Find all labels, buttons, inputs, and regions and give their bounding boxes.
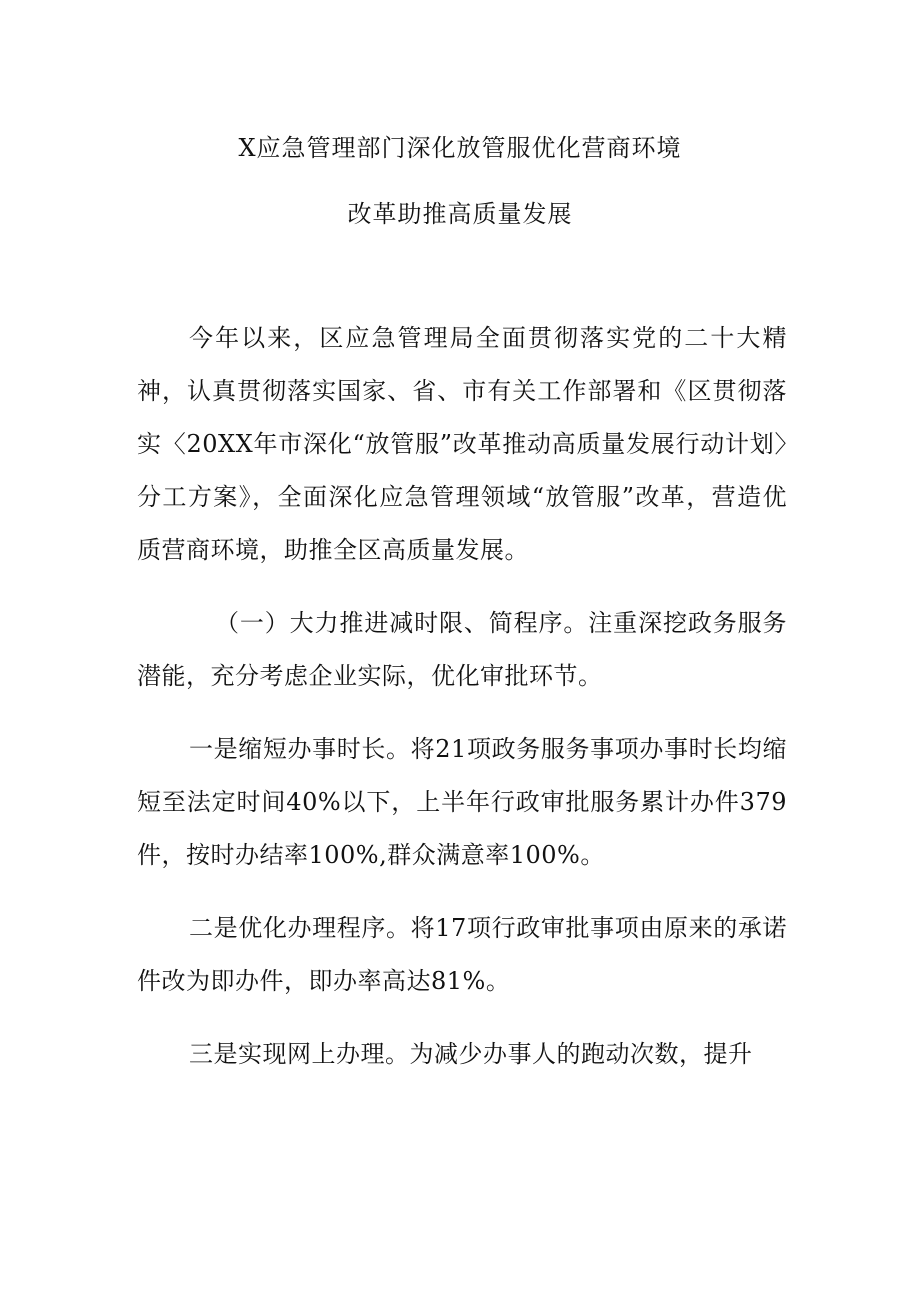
- paragraph-intro: 今年以来，区应急管理局全面贯彻落实党的二十大精神，认真贯彻落实国家、省、市有关工作部署和《区贯彻落实〈20XX年市深化“放管服”改革推动高质量发展行动计划〉分工方案》，全面深化应急管理领域“放管服”改革，营造优质营商环境，助推全区高质量发展。: [137, 324, 787, 564]
- paragraph-section-1: （一）大力推进减时限、简程序。注重深挖政务服务潜能，充分考虑企业实际，优化审批环节。: [137, 609, 787, 690]
- paragraph-point-1: 一是缩短办事时长。将21项政务服务事项办事时长均缩短至法定时间40%以下，上半年行政审批服务累计办件379件，按时办结率100%,群众满意率100%。: [137, 735, 787, 869]
- document-title-line-1: X应急管理部门深化放管服优化营商环境: [238, 134, 682, 162]
- paragraph-point-2: 二是优化办理程序。将17项行政审批事项由原来的承诺件改为即办件，即办率高达81%。: [137, 914, 787, 995]
- document-title-line-2: 改革助推高质量发展: [347, 200, 573, 228]
- document-body: [137, 312, 787, 1101]
- paragraph-point-3: 三是实现网上办理。为减少办事人的跑动次数，提升: [189, 1040, 753, 1068]
